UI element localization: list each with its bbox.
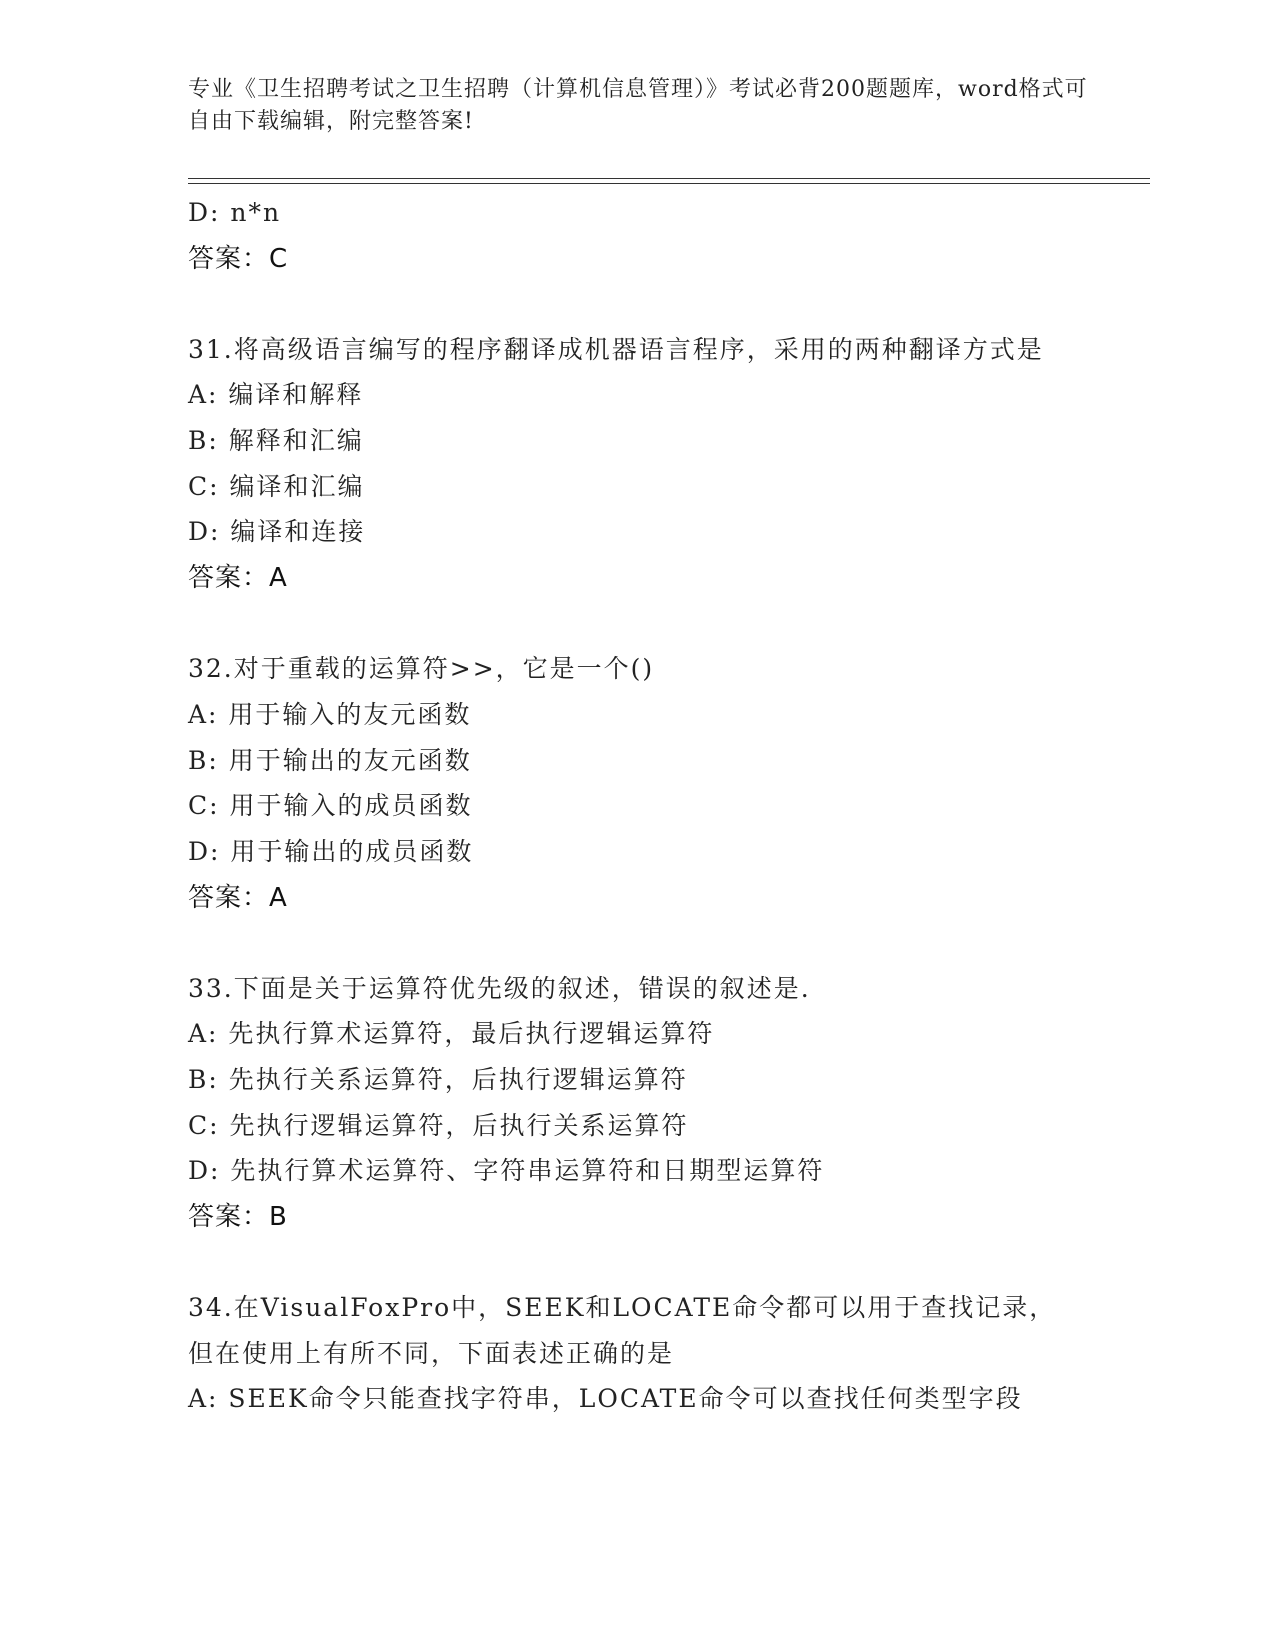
header-divider-bottom — [188, 183, 1150, 184]
question-34-text: 34.在VisualFoxPro中，SEEK和LOCATE命令都可以用于查找记录，但在使用上有所不同，下面表述正确的是 — [188, 1293, 1057, 1368]
question-33-option-b: B: 先执行关系运算符，后执行逻辑运算符 — [188, 1064, 688, 1094]
question-31-option-a: A: 编译和解释 — [188, 380, 364, 410]
prev-option-d: D: n*n — [188, 198, 282, 227]
question-31-option-c: C: 编译和汇编 — [188, 471, 365, 501]
document-header: 专业《卫生招聘考试之卫生招聘（计算机信息管理）》考试必背200题题库，word格式可自由下载编辑，附完整答案! — [188, 77, 1088, 134]
prev-answer: 答案：C — [188, 243, 289, 274]
question-31-text: 31.将高级语言编写的程序翻译成机器语言程序，采用的两种翻译方式是 — [188, 334, 1044, 364]
question-33-text: 33.下面是关于运算符优先级的叙述，错误的叙述是. — [188, 973, 811, 1003]
question-32-text: 32.对于重载的运算符>>，它是一个() — [188, 654, 655, 684]
question-32-option-c: C: 用于输入的成员函数 — [188, 791, 473, 821]
question-32-option-a: A: 用于输入的友元函数 — [188, 699, 472, 729]
question-31-answer: 答案：A — [188, 563, 288, 594]
question-31-option-b: B: 解释和汇编 — [188, 426, 364, 456]
question-34-option-a: A: SEEK命令只能查找字符串，LOCATE命令可以查找任何类型字段 — [188, 1384, 1023, 1414]
question-33-option-a: A: 先执行算术运算符，最后执行逻辑运算符 — [188, 1019, 715, 1049]
question-33-option-d: D: 先执行算术运算符、字符串运算符和日期型运算符 — [188, 1156, 825, 1186]
question-32-answer: 答案：A — [188, 882, 288, 913]
question-content — [188, 190, 1088, 1422]
question-33-option-c: C: 先执行逻辑运算符，后执行关系运算符 — [188, 1110, 689, 1140]
question-32-option-d: D: 用于输出的成员函数 — [188, 836, 474, 866]
question-33-answer: 答案：B — [188, 1202, 288, 1233]
question-31-option-d: D: 编译和连接 — [188, 517, 366, 547]
question-32-option-b: B: 用于输出的友元函数 — [188, 745, 472, 775]
header-divider-top — [188, 178, 1150, 179]
